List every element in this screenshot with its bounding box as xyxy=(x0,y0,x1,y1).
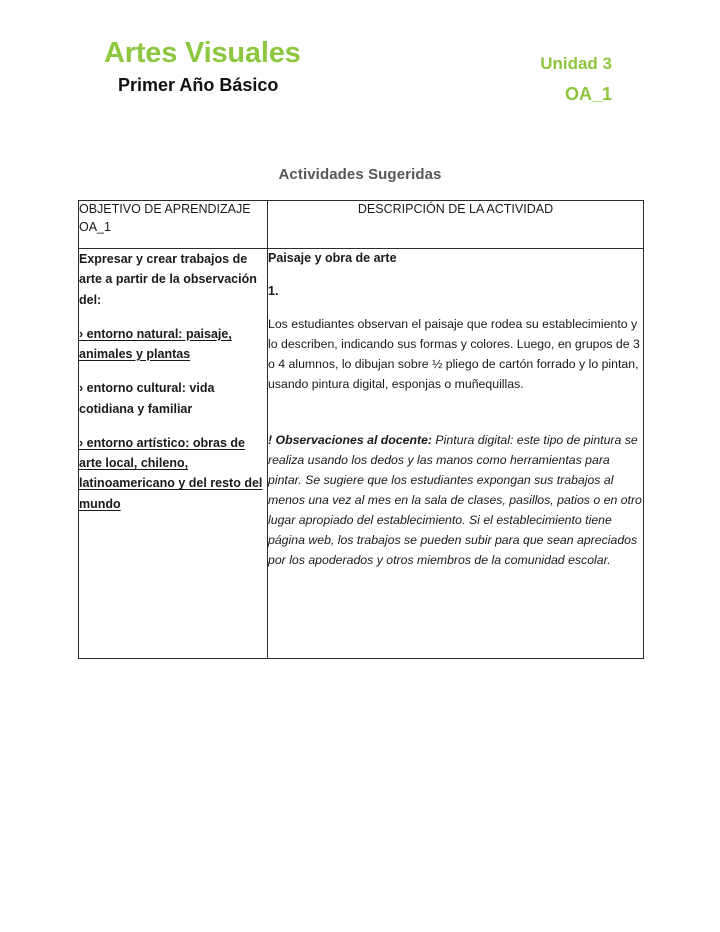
section-heading: Actividades Sugeridas xyxy=(278,166,442,183)
activity-body: Los estudiantes observan el paisaje que rodea su establecimiento y lo describen, indicando sus formas y colores. Luego, en grupos de 3 o 4 alumnos, lo dibujan sobre ½ pliego de cartón forrado y lo pintan, usando pintura digital, esponjas o muñequillas. xyxy=(268,316,640,391)
learning-objective-code: OA_1 xyxy=(564,84,612,105)
objective-cell xyxy=(79,249,268,659)
header-right-group xyxy=(540,53,612,106)
column-header-description: DESCRIPCIÓN DE LA ACTIVIDAD xyxy=(268,201,644,249)
objective-bullet-artistico: › entorno artístico: obras de arte local, chileno, latinoamericano y del resto del mundo xyxy=(79,435,263,511)
teacher-note-lead: ! Observaciones al docente: xyxy=(268,432,433,447)
activities-table xyxy=(78,200,644,659)
activity-title: Paisaje y obra de arte xyxy=(268,251,397,265)
column-header-objective: OBJETIVO DE APRENDIZAJE OA_1 xyxy=(79,201,268,249)
activity-number: 1. xyxy=(268,283,279,298)
page-subtitle: Primer Año Básico xyxy=(118,75,279,96)
objective-bullet-natural: › entorno natural: paisaje, animales y plantas xyxy=(79,326,232,361)
page-title: Artes Visuales xyxy=(104,37,301,69)
teacher-note-body: Pintura digital: este tipo de pintura se realiza usando los dedos y las manos como herramientas para pintar. Se sugiere que los estudiantes expongan sus trabajos al menos una vez al mes en la sala de clases, pasillos, patios o en otro lugar apropiado del establecimiento. Si el establecimiento tiene página web, los trabajos se pueden subir para que sean apreciados por los apoderados y otros miembros de la comunidad escolar. xyxy=(268,432,642,567)
teacher-note xyxy=(268,430,643,570)
table-row xyxy=(79,249,644,659)
objective-intro: Expresar y crear trabajos de arte a partir de la observación del: xyxy=(79,252,257,307)
table-header-row xyxy=(79,201,644,249)
document-header xyxy=(0,38,720,112)
description-cell xyxy=(268,249,644,659)
objective-bullet-cultural: › entorno cultural: vida cotidiana y familiar xyxy=(79,381,215,416)
header-left-group xyxy=(104,38,301,96)
unit-label: Unidad 3 xyxy=(540,54,612,73)
